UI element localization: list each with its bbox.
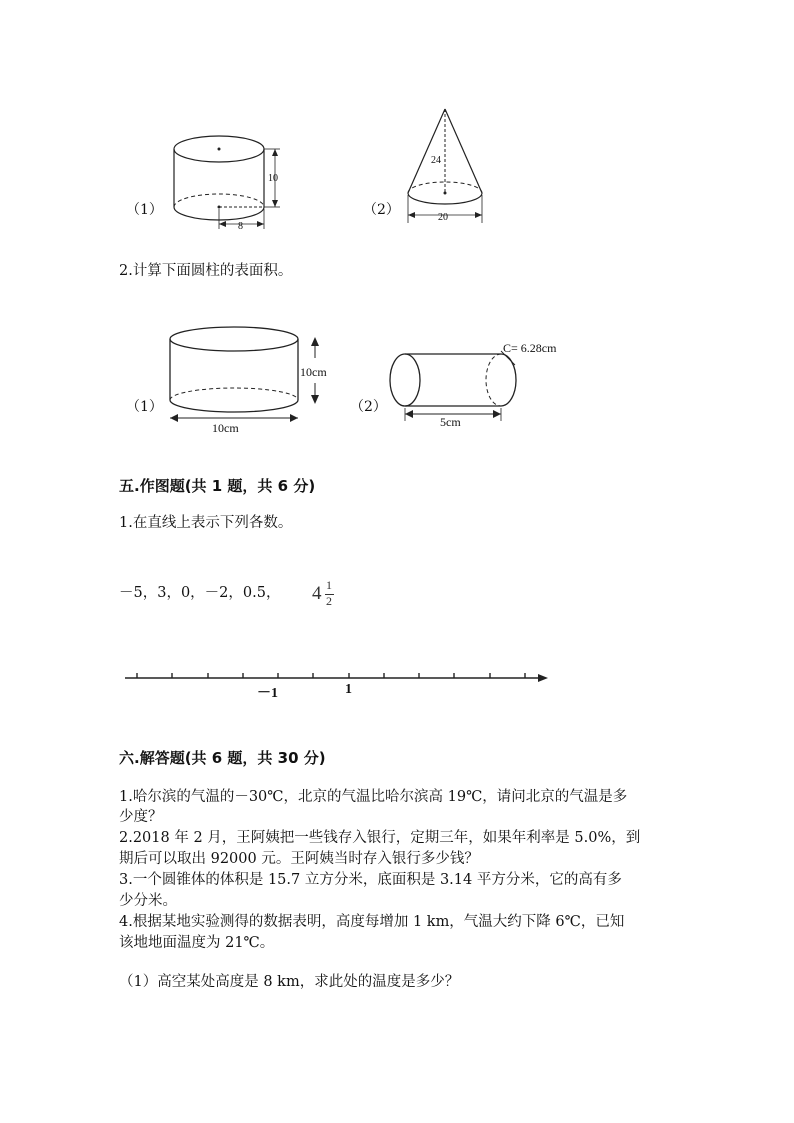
fig2-circumference-label: C= 6.28cm (503, 341, 557, 355)
cylinder-surface-figure-2 (383, 335, 573, 430)
section6-q4-sub1: （1）高空某处高度是 8 km，求此处的温度是多少？ (119, 974, 460, 990)
mixed-number-denominator: 2 (326, 594, 332, 608)
figure-label-cylinder: （1） (126, 202, 163, 218)
section6-q1-line2: 少度？ (119, 809, 163, 825)
cylinder-figure (160, 125, 295, 235)
section6-q1-line1: 1.哈尔滨的气温的－30℃，北京的气温比哈尔滨高 19℃，请问北京的气温是多 (119, 789, 628, 805)
section6-q3-line2: 少分米。 (119, 893, 177, 909)
figure-label-cone: （2） (363, 202, 400, 218)
section6-q4-line2: 该地地面温度为 21℃。 (119, 935, 275, 951)
section6-q2-line2: 期后可以取出 92000 元。王阿姨当时存入银行多少钱？ (119, 851, 479, 867)
cylinder-surface-figure-1 (160, 318, 345, 438)
cone-diameter-label: 20 (438, 212, 448, 223)
mixed-number-whole: 4 (312, 583, 322, 604)
cylinder-radius-label: 8 (238, 221, 243, 232)
fig2-length-label: 5cm (440, 415, 461, 429)
cone-height-label: 24 (431, 155, 441, 166)
number-line-label-1: 1 (345, 682, 352, 697)
section6-q2-line1: 2.2018 年 2 月，王阿姨把一些钱存入银行，定期三年，如果年利率是 5.0%，到 (119, 830, 641, 846)
number-line (120, 668, 560, 688)
section5-q1: 1.在直线上表示下列各数。 (119, 515, 293, 531)
section6-title: 六.解答题(共 6 题，共 30 分) (119, 749, 326, 767)
cylinder-height-label: 10 (268, 173, 278, 184)
section6-q4-line1: 4.根据某地实验测得的数据表明，高度每增加 1 km，气温大约下降 6℃，已知 (119, 914, 625, 930)
section6-q3-line1: 3.一个圆锥体的体积是 15.7 立方分米，底面积是 3.14 平方分米，它的高有多 (119, 872, 622, 888)
number-line-label-neg1: －1 (257, 686, 278, 701)
cone-figure (398, 103, 493, 228)
fig1-diameter-label: 10cm (212, 421, 239, 435)
figure-label-2: （2） (350, 399, 387, 415)
numbers-list: －5，3，0，－2，0.5， (119, 585, 281, 601)
fig1-height-label: 10cm (300, 365, 327, 379)
q2-text: 2.计算下面圆柱的表面积。 (119, 263, 293, 279)
section5-title: 五.作图题(共 1 题，共 6 分) (119, 477, 316, 495)
mixed-number-numerator: 1 (326, 578, 332, 592)
figure-label-1: （1） (126, 399, 163, 415)
